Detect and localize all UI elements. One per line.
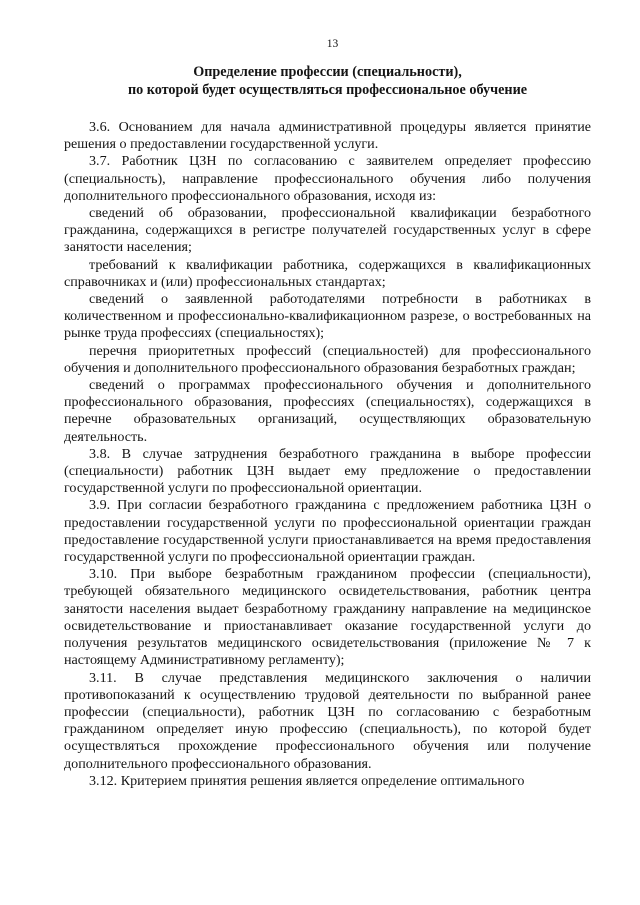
paragraph-3-11: 3.11. В случае представления медицинского заключения о наличии противопоказаний к осуществлению трудовой деятельности по выбранной ранее профессии (специальности), работник ЦЗН по согласованию с безработным гражданином определяет иную профессию (специальность), по которой будет осуществляться прохождение профессионального обучения или получение дополнительного профессионального образования. bbox=[64, 669, 591, 772]
list-item-qualification-requirements: требований к квалификации работника, содержащихся в квалификационных справочниках и (или) профессиональных стандартах; bbox=[64, 256, 591, 290]
paragraph-3-12: 3.12. Критерием принятия решения является определение оптимального bbox=[89, 772, 525, 789]
list-item-employer-demand: сведений о заявленной работодателями потребности в работниках в количественном и профессионально-квалификационном разрезе, о востребованных на рынке труда профессиях (специальностях); bbox=[64, 291, 591, 342]
list-item-priority-professions: перечня приоритетных профессий (специальностей) для профессионального обучения и дополнительного профессионального образования безработных граждан; bbox=[64, 342, 591, 376]
list-item-education-info: сведений об образовании, профессиональной квалификации безработного гражданина, содержащихся в регистре получателей государственных услуг в сфере занятости населения; bbox=[64, 205, 591, 256]
paragraph-3-6: 3.6. Основанием для начала административной процедуры является принятие решения о предоставлении государственной услуги. bbox=[64, 119, 591, 153]
section-heading-line-2: по которой будет осуществляться профессиональное обучение bbox=[127, 81, 528, 98]
list-item-training-programs: сведений о программах профессионального обучения и дополнительного профессионального образования, профессиях (специальностях), содержащихся в перечне образовательных организаций, осуществляющих образовательную деятельность. bbox=[64, 377, 591, 445]
paragraph-3-7: 3.7. Работник ЦЗН по согласованию с заявителем определяет профессию (специальность), направление профессионального обучения либо получения дополнительного профессионального образования, исходя из: bbox=[64, 153, 591, 204]
section-heading-line-1: Определение профессии (специальности), bbox=[193, 64, 462, 80]
body-text bbox=[64, 119, 591, 790]
section-heading bbox=[64, 64, 591, 99]
paragraph-3-9: 3.9. При согласии безработного гражданина с предложением работника ЦЗН о предоставлении государственной услуги по профессиональной ориентации граждан предоставление государственной услуги приостанавливается на время предоставления государственной услуги по профессиональной ориентации граждан. bbox=[64, 497, 591, 566]
paragraph-3-8: 3.8. В случае затруднения безработного гражданина в выборе профессии (специальности) работник ЦЗН выдает ему предложение о предоставлении государственной услуги по профессиональной ориентации. bbox=[64, 445, 591, 497]
page-number: 13 bbox=[326, 38, 339, 50]
paragraph-3-10: 3.10. При выборе безработным гражданином профессии (специальности), требующей обязательного медицинского освидетельствования, работник центра занятости населения выдает безработному гражданину направление на медицинское освидетельствование и приостанавливает оказание государственной услуги до получения результатов медицинского освидетельствования (приложение № 7 к настоящему Административному регламенту); bbox=[64, 566, 591, 669]
